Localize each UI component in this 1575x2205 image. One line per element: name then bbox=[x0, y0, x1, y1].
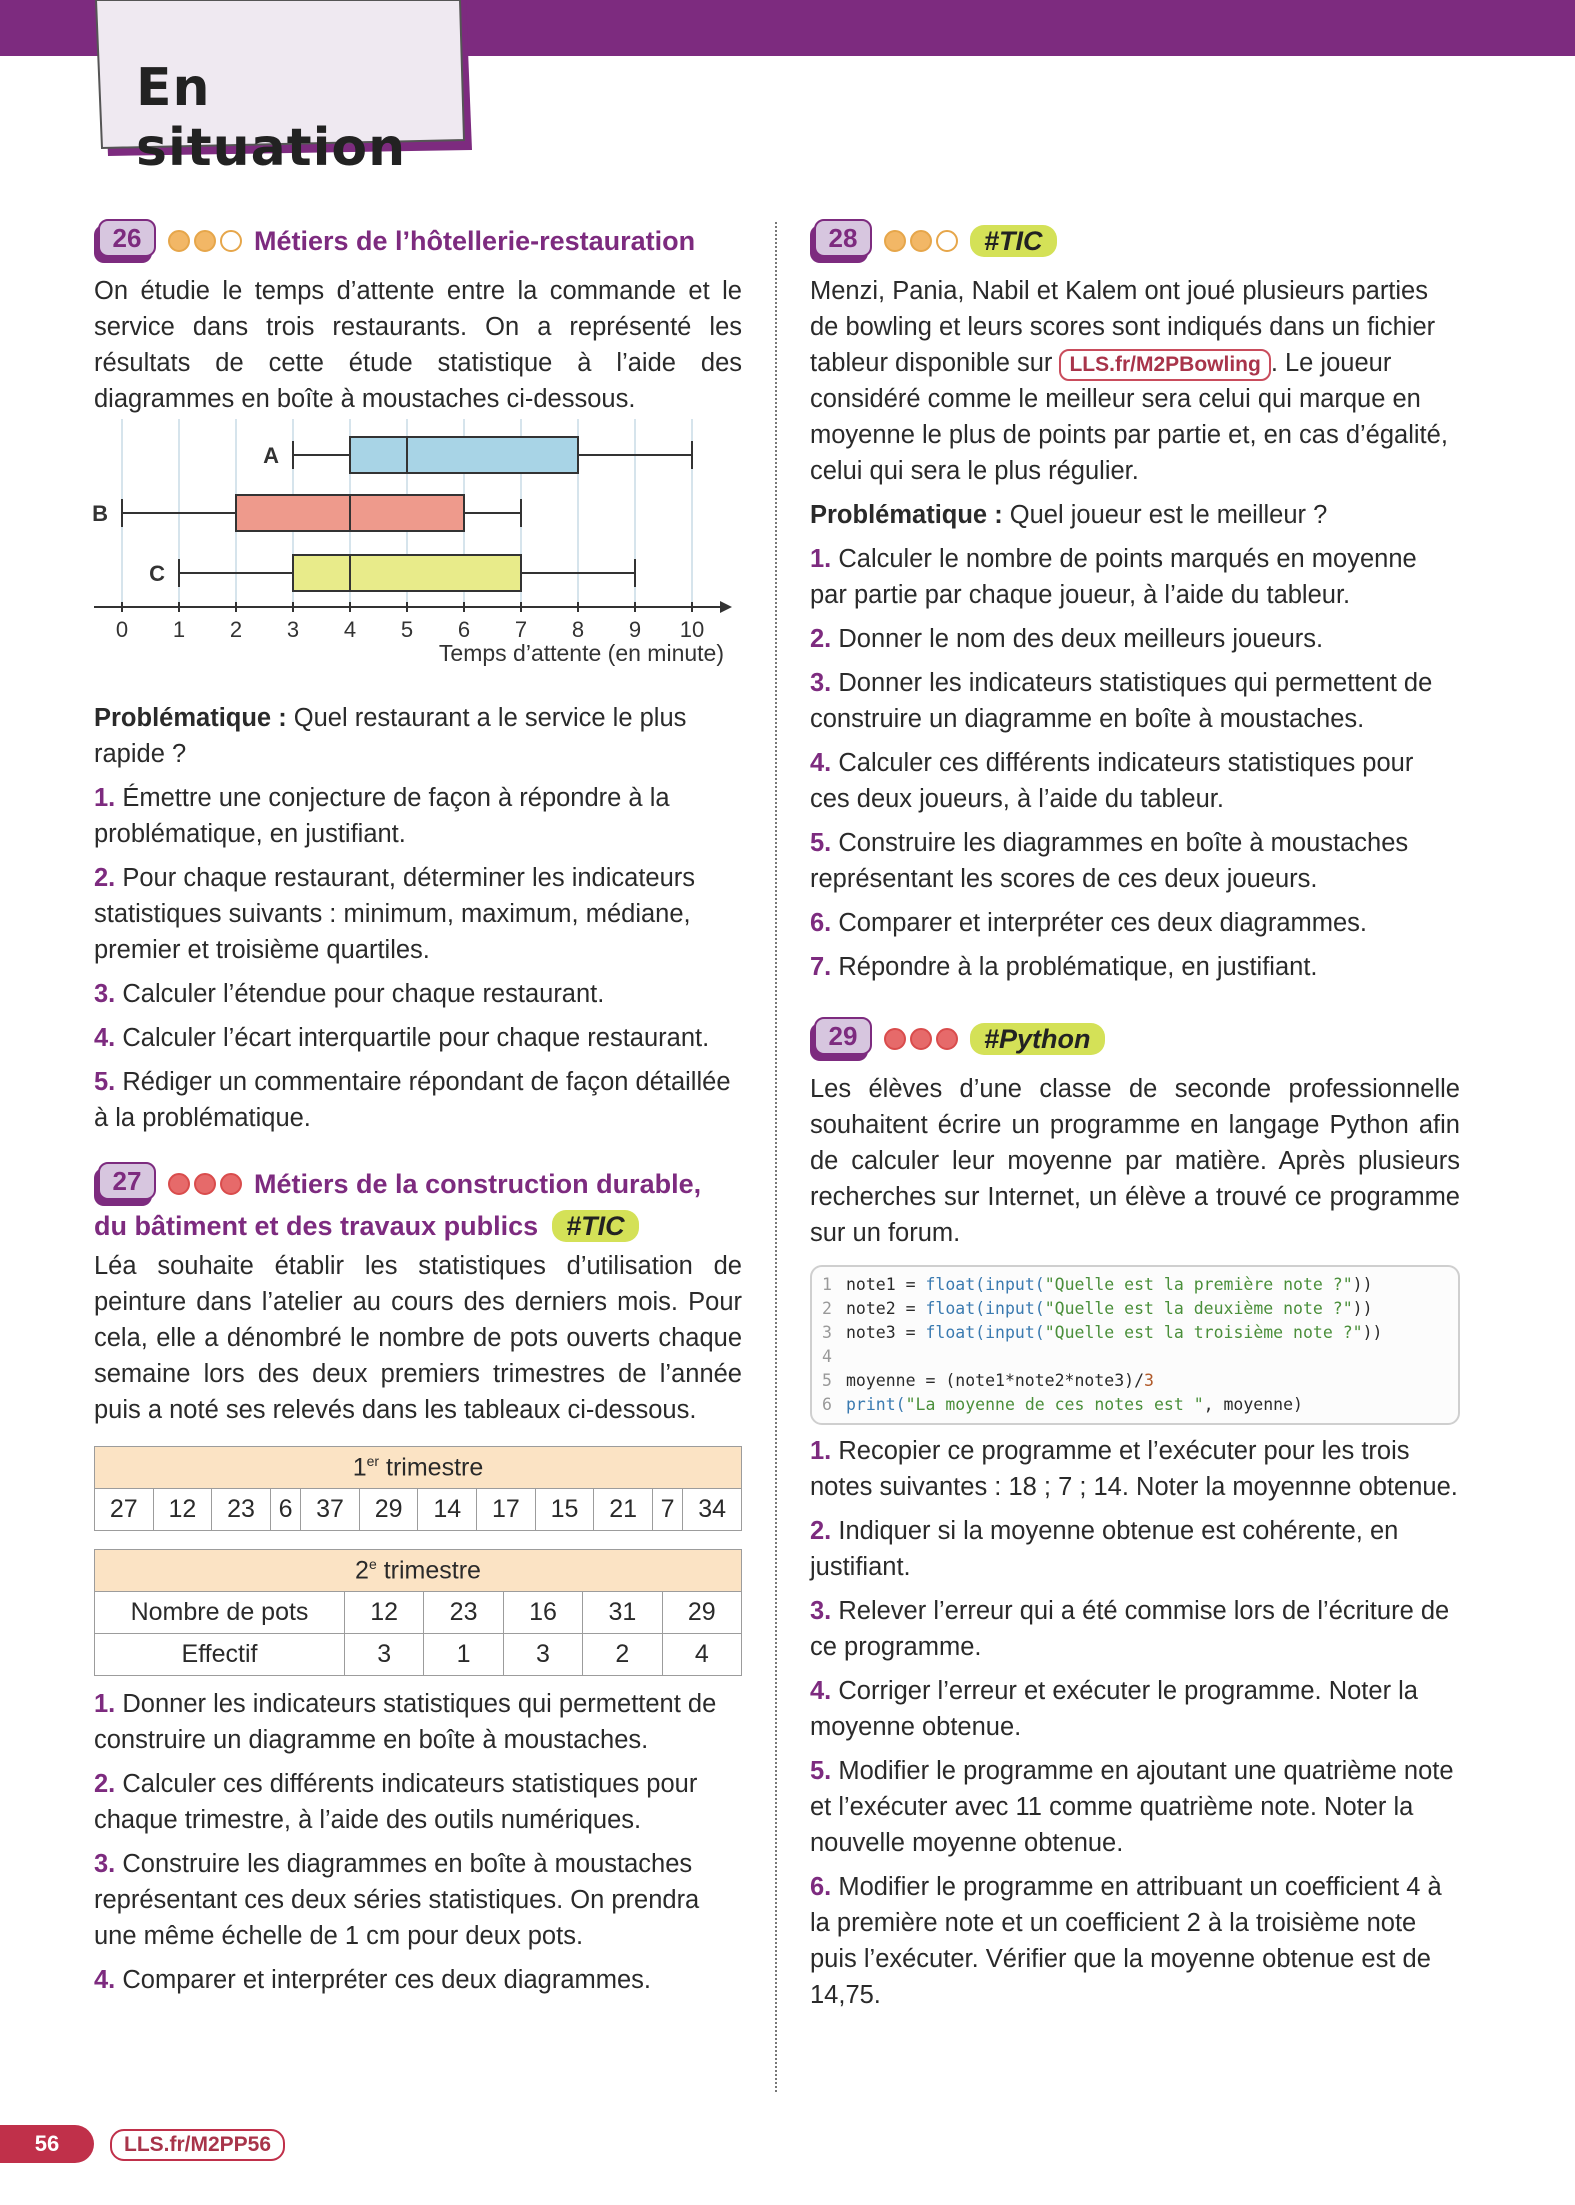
question-item: 4. Corriger l’erreur et exécuter le programme. Noter la moyenne obtenue. bbox=[810, 1677, 1418, 1741]
table-trimester-1 bbox=[94, 1446, 742, 1531]
problem-statement: Problématique : Quel joueur est le meilleur ? bbox=[810, 501, 1328, 529]
table-cell: 29 bbox=[662, 1592, 741, 1634]
question-item: 2. Donner le nom des deux meilleurs joueurs. bbox=[810, 625, 1324, 653]
tick-label: 0 bbox=[115, 617, 129, 642]
exercise-intro: Les élèves d’une classe de seconde professionnelle souhaitent écrire un programme en langage Python afin de calculer leur moyenne par matière. Après plusieurs recherches sur Internet, un élève a trouvé ce programme sur un forum. bbox=[810, 1075, 1460, 1247]
exercise-27-header bbox=[94, 1158, 742, 1210]
exercise-title-line2: du bâtiment et des travaux publics bbox=[94, 1210, 539, 1241]
table-cell: 3 bbox=[345, 1634, 424, 1676]
question-item: 3. Calculer l’étendue pour chaque restaurant. bbox=[94, 980, 605, 1008]
difficulty-dot-filled bbox=[168, 230, 190, 252]
difficulty-dot-filled bbox=[220, 1173, 242, 1195]
table-cell: 31 bbox=[583, 1592, 662, 1634]
table-cell: 2 bbox=[583, 1634, 662, 1676]
exercise-28-header bbox=[810, 215, 1460, 267]
box-plot-chart bbox=[94, 417, 742, 687]
exercise-number-badge: 28 bbox=[810, 219, 872, 263]
difficulty-dots bbox=[884, 1028, 958, 1050]
difficulty-dot-empty bbox=[220, 230, 242, 252]
box-C bbox=[293, 555, 521, 591]
tic-tag: #TIC bbox=[552, 1210, 639, 1242]
question-item: 1. Calculer le nombre de points marqués en moyenne par partie par chaque joueur, à l’aide du tableur. bbox=[810, 545, 1417, 609]
code-line: 5 moyenne = (note1*note2*note3)/3 bbox=[822, 1371, 1154, 1390]
difficulty-dots bbox=[168, 1173, 242, 1195]
exercise-number-badge: 26 bbox=[94, 219, 156, 263]
code-line: 6 print("La moyenne de ces notes est ", moyenne) bbox=[822, 1395, 1303, 1414]
question-item: 6. Modifier le programme en attribuant un coefficient 4 à la première note et un coefficient 2 à la troisième note puis l’exécuter. Vérifier que la moyenne obtenue est de 14,75. bbox=[810, 1873, 1442, 2009]
exercise-29-header bbox=[810, 1013, 1460, 1065]
tick-label: 6 bbox=[457, 617, 471, 642]
exercise-26-header bbox=[94, 215, 742, 267]
difficulty-dot-empty bbox=[936, 230, 958, 252]
table-cell: 1 bbox=[424, 1634, 503, 1676]
question-item: 2. Pour chaque restaurant, déterminer les indicateurs statistiques suivants : minimum, maximum, médiane, premier et troisième quartiles. bbox=[94, 864, 696, 964]
python-code-block bbox=[810, 1265, 1460, 1425]
question-item: 2. Indiquer si la moyenne obtenue est cohérente, en justifiant. bbox=[810, 1517, 1399, 1581]
question-item: 3. Donner les indicateurs statistiques qui permettent de construire un diagramme en boîte à moustaches. bbox=[810, 669, 1433, 733]
difficulty-dot-filled bbox=[884, 1028, 906, 1050]
exercise-intro: On étudie le temps d’attente entre la commande et le service dans trois restaurants. On a représenté les résultats de cette étude statistique à l’aide des diagrammes en boîte à moustaches ci-dessous. bbox=[94, 277, 742, 413]
table-title: 1er trimestre bbox=[95, 1447, 742, 1489]
table-cell: 3 bbox=[503, 1634, 582, 1676]
code-line: 4 bbox=[822, 1347, 832, 1366]
question-item: 3. Construire les diagrammes en boîte à moustaches représentant ces deux séries statistiques. On prendra une même échelle de 1 cm pour deux pots. bbox=[94, 1850, 700, 1950]
table-cell: 23 bbox=[424, 1592, 503, 1634]
table-cell: 23 bbox=[212, 1489, 271, 1531]
question-item: 5. Rédiger un commentaire répondant de façon détaillée à la problématique. bbox=[94, 1068, 731, 1132]
column-divider bbox=[775, 222, 777, 2092]
question-item: 1. Recopier ce programme et l’exécuter pour les trois notes suivantes : 18 ; 7 ; 14. Noter la moyennne obtenue. bbox=[810, 1437, 1458, 1501]
box-A bbox=[350, 437, 578, 473]
table-cell: 6 bbox=[270, 1489, 300, 1531]
question-item: 7. Répondre à la problématique, en justifiant. bbox=[810, 953, 1318, 981]
code-line: 1 note1 = float(input("Quelle est la première note ?")) bbox=[822, 1275, 1373, 1294]
question-item: 3. Relever l’erreur qui a été commise lors de l’écriture de ce programme. bbox=[810, 1597, 1450, 1661]
difficulty-dot-filled bbox=[194, 230, 216, 252]
code-line: 2 note2 = float(input("Quelle est la deuxième note ?")) bbox=[822, 1299, 1373, 1318]
question-item: 5. Construire les diagrammes en boîte à moustaches représentant les scores de ces deux joueurs. bbox=[810, 829, 1409, 893]
question-item: 1. Donner les indicateurs statistiques qui permettent de construire un diagramme en boîte à moustaches. bbox=[94, 1690, 717, 1754]
table-cell: 29 bbox=[359, 1489, 418, 1531]
code-line: 3 note3 = float(input("Quelle est la troisième note ?")) bbox=[822, 1323, 1383, 1342]
exercise-number-badge: 29 bbox=[810, 1017, 872, 1061]
tic-tag: #TIC bbox=[970, 225, 1057, 257]
difficulty-dot-filled bbox=[910, 1028, 932, 1050]
table-cell: 4 bbox=[662, 1634, 741, 1676]
section-title: En situation bbox=[136, 58, 407, 178]
x-axis-arrow bbox=[720, 601, 732, 613]
table-cell: 17 bbox=[477, 1489, 536, 1531]
question-item: 5. Modifier le programme en ajoutant une quatrième note et l’exécuter avec 11 comme quatrième note. Noter la nouvelle moyenne obtenue. bbox=[810, 1757, 1454, 1857]
difficulty-dot-filled bbox=[194, 1173, 216, 1195]
table-title: 2e trimestre bbox=[95, 1550, 742, 1592]
question-item: 4. Calculer l’écart interquartile pour chaque restaurant. bbox=[94, 1024, 710, 1052]
footer-link[interactable]: LLS.fr/M2PP56 bbox=[110, 2129, 285, 2161]
difficulty-dots bbox=[884, 230, 958, 252]
section-tab bbox=[96, 0, 472, 178]
tick-label: 7 bbox=[514, 617, 528, 642]
page-number: 56 bbox=[0, 2125, 94, 2163]
question-item: 2. Calculer ces différents indicateurs statistiques pour chaque trimestre, à l’aide des outils numériques. bbox=[94, 1770, 698, 1834]
difficulty-dot-filled bbox=[884, 230, 906, 252]
series-label: C bbox=[149, 561, 165, 586]
tick-label: 1 bbox=[172, 617, 186, 642]
question-item: 6. Comparer et interpréter ces deux diagrammes. bbox=[810, 909, 1368, 937]
difficulty-dot-filled bbox=[910, 230, 932, 252]
left-column bbox=[94, 215, 742, 1998]
difficulty-dot-filled bbox=[168, 1173, 190, 1195]
row-label: Nombre de pots bbox=[95, 1592, 345, 1634]
tick-label: 3 bbox=[286, 617, 300, 642]
series-label: B bbox=[92, 501, 108, 526]
question-item: 4. Comparer et interpréter ces deux diagrammes. bbox=[94, 1966, 652, 1994]
table-cell: 16 bbox=[503, 1592, 582, 1634]
table-cell: 15 bbox=[535, 1489, 594, 1531]
exercise-intro: Menzi, Pania, Nabil et Kalem ont joué plusieurs parties de bowling et leurs scores sont indiqués dans un fichier tableur disponible sur LLS.fr/M2PBowling . Le joueur considéré comme le meilleur sera celui qui marque en moyenne le plus de points par partie et, en cas d’égalité, celui qui sera le plus régulier. bbox=[810, 277, 1448, 485]
table-cell: 12 bbox=[345, 1592, 424, 1634]
table-cell: 34 bbox=[683, 1489, 742, 1531]
bowling-link[interactable]: LLS.fr/M2PBowling bbox=[1059, 349, 1270, 381]
tick-label: 9 bbox=[628, 617, 642, 642]
exercise-title: Métiers de la construction durable, bbox=[254, 1168, 702, 1199]
tick-label: 10 bbox=[679, 617, 705, 642]
python-tag: #Python bbox=[970, 1023, 1105, 1055]
tick-label: 8 bbox=[571, 617, 585, 642]
exercise-title: Métiers de l’hôtellerie-restauration bbox=[254, 225, 696, 256]
right-column bbox=[810, 215, 1460, 2013]
exercise-intro: Léa souhaite établir les statistiques d’utilisation de peinture dans l’atelier au cours des derniers mois. Pour cela, elle a dénombré le nombre de pots ouverts chaque semaine lors des deux premiers trimestres de l’année puis a noté ses relevés dans les tableaux ci-dessous. bbox=[94, 1252, 742, 1424]
difficulty-dot-filled bbox=[936, 1028, 958, 1050]
table-cell: 37 bbox=[301, 1489, 360, 1531]
difficulty-dots bbox=[168, 230, 242, 252]
table-cell: 12 bbox=[153, 1489, 212, 1531]
tick-label: 5 bbox=[400, 617, 414, 642]
row-label: Effectif bbox=[95, 1634, 345, 1676]
table-cell: 27 bbox=[95, 1489, 154, 1531]
exercise-number-badge: 27 bbox=[94, 1162, 156, 1206]
table-cell: 21 bbox=[594, 1489, 653, 1531]
table-cell: 14 bbox=[418, 1489, 477, 1531]
table-cell: 7 bbox=[652, 1489, 682, 1531]
question-item: 4. Calculer ces différents indicateurs statistiques pour ces deux joueurs, à l’aide du tableur. bbox=[810, 749, 1414, 813]
question-item: 1. Émettre une conjecture de façon à répondre à la problématique, en justifiant. bbox=[94, 784, 670, 848]
problem-statement: Problématique : Quel restaurant a le service le plus rapide ? bbox=[94, 704, 687, 768]
tick-label: 4 bbox=[343, 617, 357, 642]
tick-label: 2 bbox=[229, 617, 243, 642]
table-trimester-2 bbox=[94, 1549, 742, 1676]
series-label: A bbox=[263, 443, 279, 468]
x-axis-label: Temps d’attente (en minute) bbox=[438, 640, 724, 666]
